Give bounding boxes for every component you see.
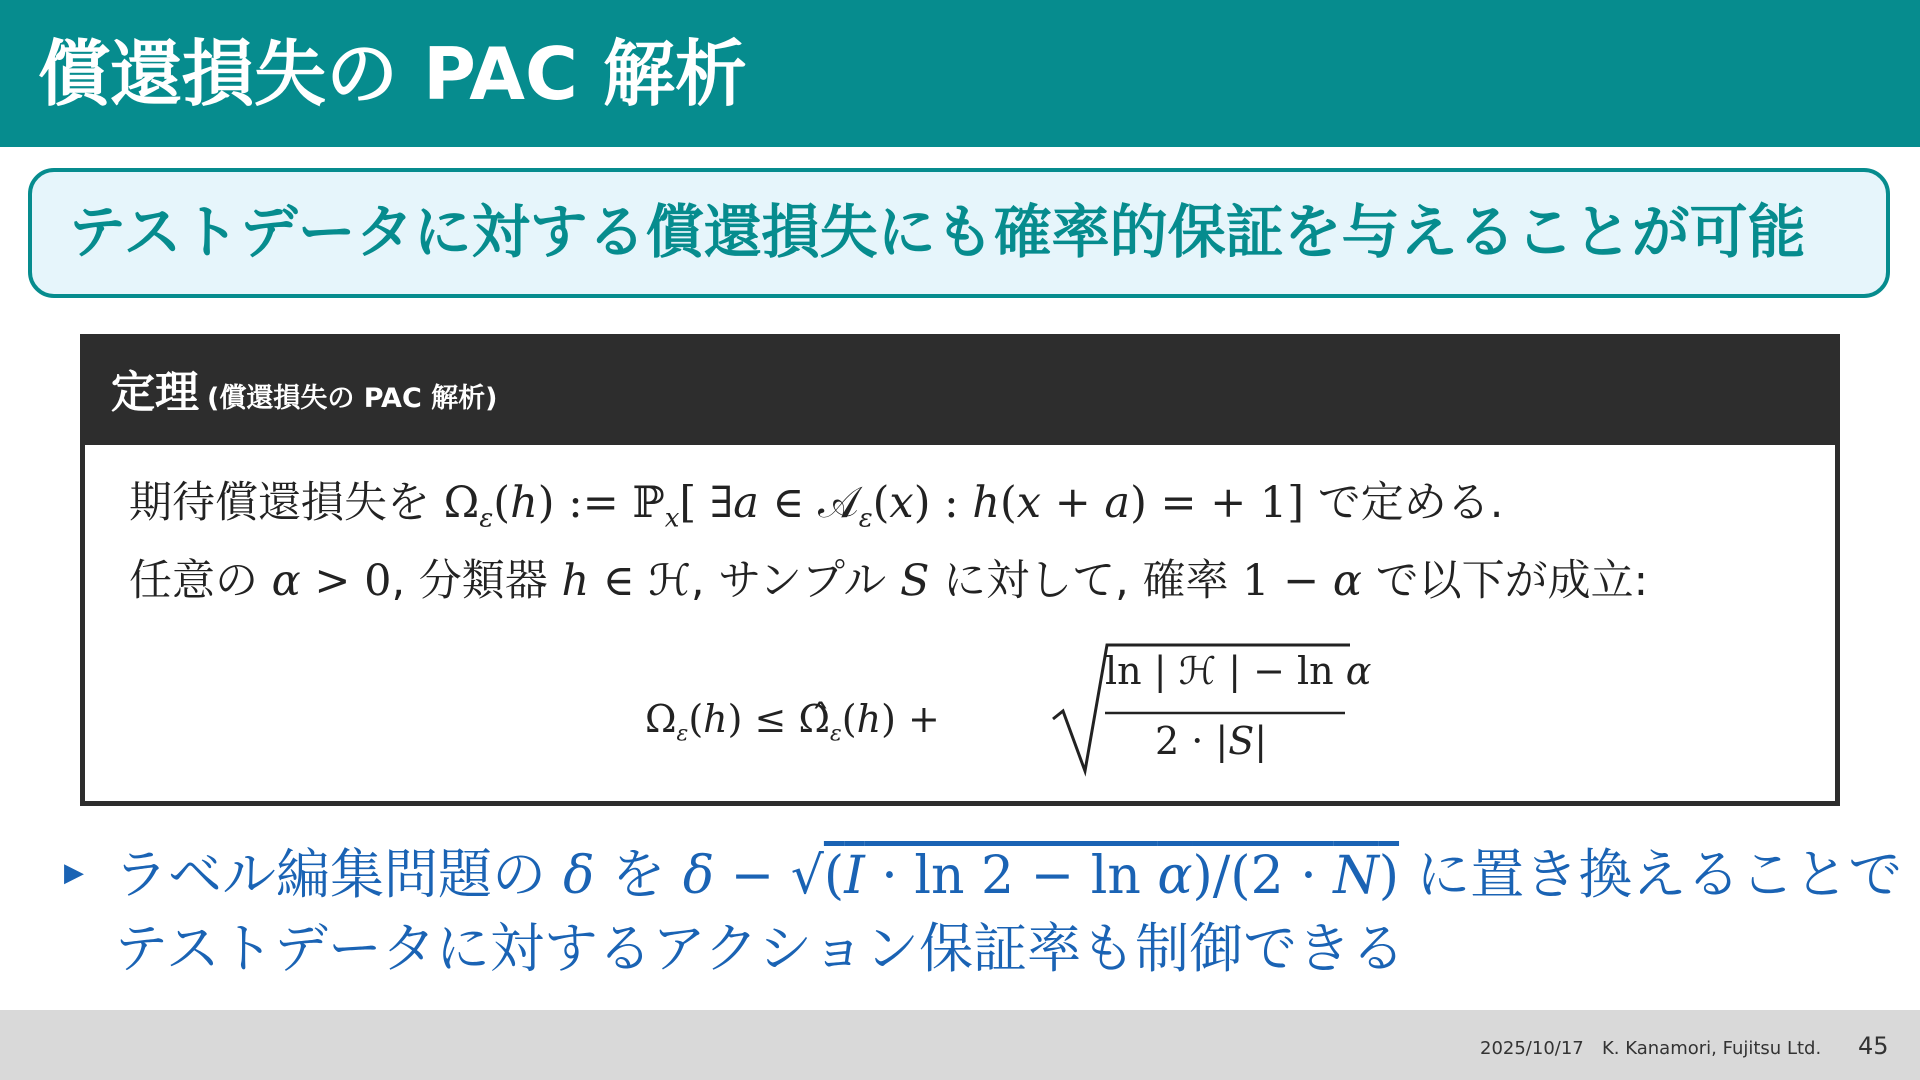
bullet-mid: を — [611, 843, 666, 906]
fraction-numerator: ln | ℋ | − ln α — [1105, 649, 1372, 693]
theorem-definition-line — [129, 471, 1503, 551]
bullet-line-1 — [114, 840, 1902, 911]
footer — [0, 1010, 1920, 1080]
summary-text: テストデータに対する償還損失にも確率的保証を与えることが可能 — [68, 198, 1806, 266]
theorem-header — [85, 339, 1835, 445]
alpha-condition: α > 0 — [271, 556, 392, 606]
definition-suffix: で定める. — [1317, 478, 1504, 528]
theorem-condition-line — [129, 549, 1648, 613]
condition-text-1: 任意の — [129, 556, 258, 606]
bullet-prefix: ラベル編集問題の — [114, 843, 546, 906]
sample-symbol: S — [899, 556, 930, 606]
theorem-title: 定理 — [111, 367, 199, 418]
summary-box — [28, 168, 1890, 298]
bound-lhs: $\Omega_\varepsilon(h)$ ≤ $\Omegâ_\varepsilon(h)$ + — [645, 697, 940, 747]
footer-date: 2025/10/17 — [1480, 1038, 1584, 1059]
bullet-suffix: に置き換えることで — [1416, 843, 1903, 906]
bullet-line-2: テストデータに対するアクション保証率も制御できる — [114, 917, 1406, 980]
definition-prefix: 期待償還損失を — [129, 478, 430, 528]
delta-symbol: δ — [563, 846, 595, 906]
bullet-marker: ▶ — [64, 858, 84, 888]
theorem-box — [80, 334, 1840, 806]
title-bar — [0, 0, 1920, 147]
page-number: 45 — [1858, 1032, 1889, 1060]
footer-author: K. Kanamori, Fujitsu Ltd. — [1602, 1038, 1822, 1059]
condition-text-3: , サンプル — [690, 556, 887, 606]
theorem-subtitle: (償還損失の PAC 解析) — [207, 383, 498, 414]
fraction-denominator: 2 · |S| — [1155, 719, 1268, 763]
slide-title: 償還損失の PAC 解析 — [38, 32, 747, 116]
condition-text-2: , 分類器 — [391, 556, 548, 606]
theorem-label — [111, 365, 498, 427]
probability-expression: 1 − α — [1242, 556, 1362, 606]
condition-text-4: に対して, 確率 — [943, 556, 1229, 606]
condition-text-5: で以下が成立: — [1375, 556, 1649, 606]
delta-replacement-formula: δ − √(I · ln 2 − ln α)/(2 · N) — [682, 846, 1400, 906]
definition-formula: $\Omega_\varepsilon(h)$ := ℙ$_x$[ ∃a ∈ 𝒜$_\varepsilon$(x) : h(x + a) = + 1] — [443, 478, 1305, 534]
classifier-condition: h ∈ ℋ — [561, 556, 691, 606]
